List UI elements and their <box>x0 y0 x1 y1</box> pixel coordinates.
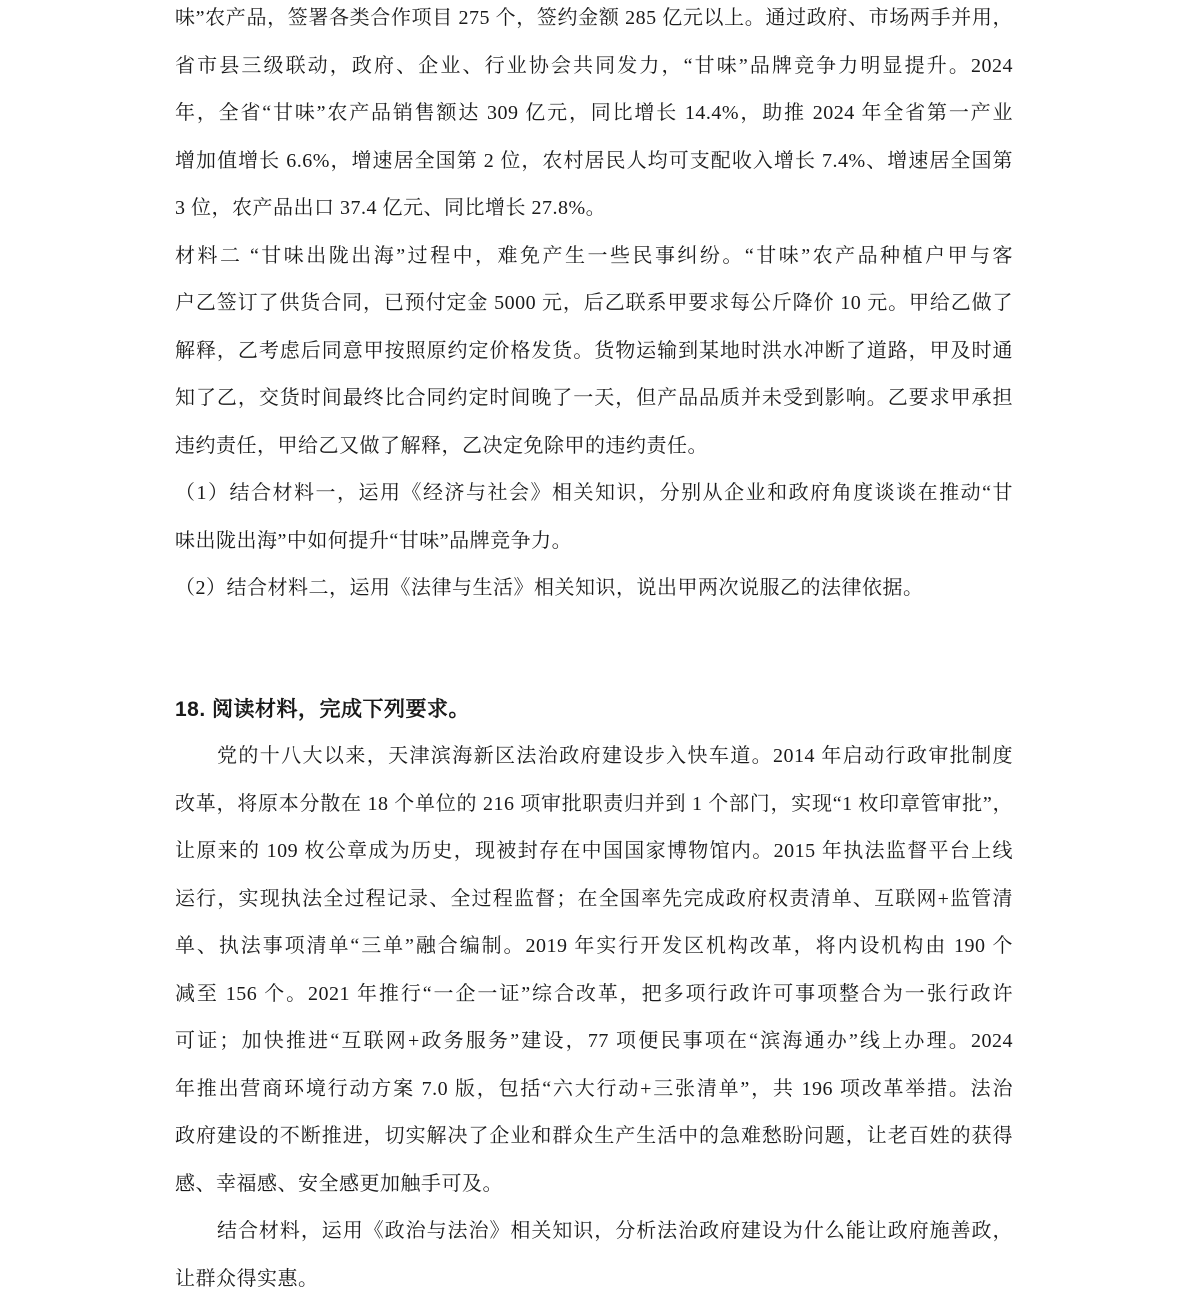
section-heading: 18. 阅读材料，完成下列要求。 <box>175 686 1013 734</box>
text-line: 户乙签订了供货合同，已预付定金 5000 元，后乙联系甲要求每公斤降价 10 元。甲给乙做了 <box>175 280 1013 328</box>
text-line: （1）结合材料一，运用《经济与社会》相关知识，分别从企业和政府角度谈谈在推动“甘 <box>175 470 1013 518</box>
text-line: 解释，乙考虑后同意甲按照原约定价格发货。货物运输到某地时洪水冲断了道路，甲及时通 <box>175 328 1013 376</box>
text-line: 3 位，农产品出口 37.4 亿元、同比增长 27.8%。 <box>175 185 1013 233</box>
text-line: 增加值增长 6.6%，增速居全国第 2 位，农村居民人均可支配收入增长 7.4%、增速居全国第 <box>175 138 1013 186</box>
text-line: 减至 156 个。2021 年推行“一企一证”综合改革，把多项行政许可事项整合为一张行政许 <box>175 971 1013 1019</box>
text-line: 感、幸福感、安全感更加触手可及。 <box>175 1161 1013 1209</box>
text-line: 运行，实现执法全过程记录、全过程监督；在全国率先完成政府权责清单、互联网+监管清 <box>175 876 1013 924</box>
text-line: 年，全省“甘味”农产品销售额达 309 亿元，同比增长 14.4%，助推 2024 年全省第一产业 <box>175 90 1013 138</box>
text-line: 省市县三级联动，政府、企业、行业协会共同发力，“甘味”品牌竞争力明显提升。2024 <box>175 43 1013 91</box>
text-line: （2）结合材料二，运用《法律与生活》相关知识，说出甲两次说服乙的法律依据。 <box>175 565 1013 613</box>
text-line: 违约责任，甲给乙又做了解释，乙决定免除甲的违约责任。 <box>175 423 1013 471</box>
text-column <box>175 0 1013 1303</box>
text-line: 可证；加快推进“互联网+政务服务”建设，77 项便民事项在“滨海通办”线上办理。2024 <box>175 1018 1013 1066</box>
text-line: 年推出营商环境行动方案 7.0 版，包括“六大行动+三张清单”，共 196 项改革举措。法治 <box>175 1066 1013 1114</box>
text-line: 让原来的 109 枚公章成为历史，现被封存在中国国家博物馆内。2015 年执法监督平台上线 <box>175 828 1013 876</box>
text-line: 政府建设的不断推进，切实解决了企业和群众生产生活中的急难愁盼问题，让老百姓的获得 <box>175 1113 1013 1161</box>
text-line: 单、执法事项清单“三单”融合编制。2019 年实行开发区机构改革，将内设机构由 190 个 <box>175 923 1013 971</box>
text-line: 知了乙，交货时间最终比合同约定时间晚了一天，但产品品质并未受到影响。乙要求甲承担 <box>175 375 1013 423</box>
text-line: 味”农产品，签署各类合作项目 275 个，签约金额 285 亿元以上。通过政府、市场两手并用， <box>175 0 1013 43</box>
text-line: 改革，将原本分散在 18 个单位的 216 项审批职责归并到 1 个部门，实现“1 枚印章管审批”， <box>175 781 1013 829</box>
text-line: 让群众得实惠。 <box>175 1256 1013 1303</box>
text-line: 味出陇出海”中如何提升“甘味”品牌竞争力。 <box>175 518 1013 566</box>
text-line: 结合材料，运用《政治与法治》相关知识，分析法治政府建设为什么能让政府施善政， <box>175 1208 1013 1256</box>
text-line: 党的十八大以来，天津滨海新区法治政府建设步入快车道。2014 年启动行政审批制度 <box>175 733 1013 781</box>
text-line: 材料二 “甘味出陇出海”过程中，难免产生一些民事纠纷。“甘味”农产品种植户甲与客 <box>175 233 1013 281</box>
